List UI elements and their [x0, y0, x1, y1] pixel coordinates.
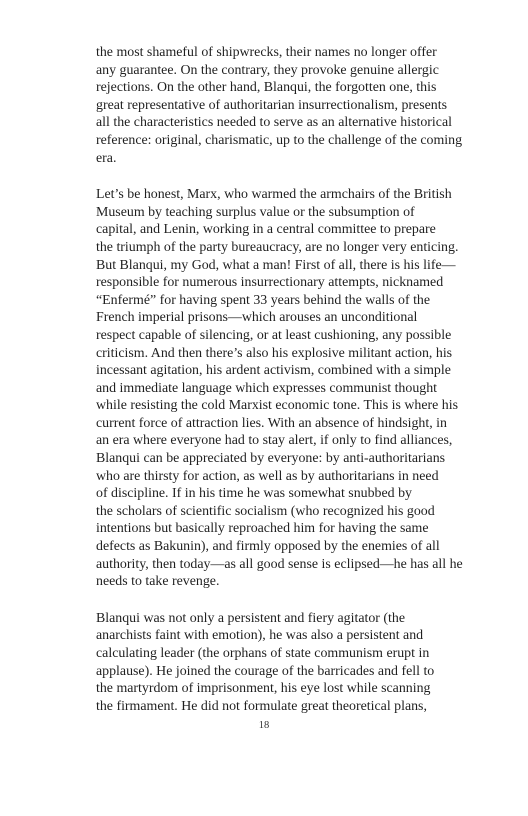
text-line: Let’s be honest, Marx, who warmed the armchairs of the British: [96, 187, 452, 203]
text-line: rejections. On the other hand, Blanqui, the forgotten one, this: [96, 80, 437, 96]
text-line: the martyrdom of imprisonment, his eye lost while scanning: [96, 681, 431, 697]
text-line: needs to take revenge.: [96, 574, 220, 590]
paragraph-1: [96, 44, 482, 167]
text-line: of discipline. If in his time he was somewhat snubbed by: [96, 486, 412, 502]
paragraph-3: [96, 610, 482, 716]
text-line: applause). He joined the courage of the barricades and fell to: [96, 663, 435, 679]
text-line: who are thirsty for action, as well as by authoritarians in need: [96, 468, 439, 484]
text-line: current force of attraction lies. With an absence of hindsight, in: [96, 415, 447, 431]
text-line: capital, and Lenin, working in a central committee to prepare: [96, 222, 436, 238]
text-line: defects as Bakunin), and firmly opposed by the enemies of all: [96, 539, 440, 555]
text-line: anarchists faint with emotion), he was also a persistent and: [96, 628, 424, 644]
page-number: 18: [258, 720, 270, 731]
text-line: responsible for numerous insurrectionary attempts, nicknamed: [96, 275, 444, 291]
text-line: an era where everyone had to stay alert, if only to find alliances,: [96, 433, 453, 449]
text-line: Museum by teaching surplus value or the subsumption of: [96, 204, 415, 220]
page-body: [96, 44, 482, 734]
text-line: Blanqui was not only a persistent and fiery agitator (the: [96, 610, 405, 626]
text-line: era.: [96, 150, 117, 166]
text-line: Blanqui can be appreciated by everyone: by anti-authoritarians: [96, 451, 446, 467]
text-line: reference: original, charismatic, up to the challenge of the coming: [96, 132, 463, 148]
text-line: “Enfermé” for having spent 33 years behind the walls of the: [96, 292, 431, 308]
text-line: criticism. And then there’s also his explosive militant action, his: [96, 345, 453, 361]
text-line: intentions but basically reproached him for having the same: [96, 521, 429, 537]
paragraph-2: [96, 186, 482, 591]
text-line: respect capable of silencing, or at least cushioning, any possible: [96, 327, 452, 343]
text-line: great representative of authoritarian insurrectionalism, presents: [96, 97, 447, 113]
text-line: the scholars of scientific socialism (who recognized his good: [96, 503, 435, 519]
text-line: while resisting the cold Marxist economic tone. This is where his: [96, 398, 458, 414]
text-line: all the characteristics needed to serve as an alternative historical: [96, 115, 452, 131]
text-line: the triumph of the party bureaucracy, are no longer very enticing.: [96, 239, 459, 255]
text-line: incessant agitation, his ardent activism, combined with a simple: [96, 363, 451, 379]
text-line: the most shameful of shipwrecks, their names no longer offer: [96, 45, 437, 60]
text-line: authority, then today—as all good sense is eclipsed—he has all he: [96, 556, 463, 572]
text-line: calculating leader (the orphans of state communism erupt in: [96, 646, 430, 661]
text-line: the firmament. He did not formulate great theoretical plans,: [96, 698, 427, 714]
text-line: any guarantee. On the contrary, they provoke genuine allergic: [96, 62, 439, 78]
text-line: and immediate language which expresses communist thought: [96, 380, 438, 396]
text-line: French imperial prisons—which arouses an unconditional: [96, 310, 418, 326]
text-line: But Blanqui, my God, what a man! First of all, there is his life—: [96, 257, 456, 273]
